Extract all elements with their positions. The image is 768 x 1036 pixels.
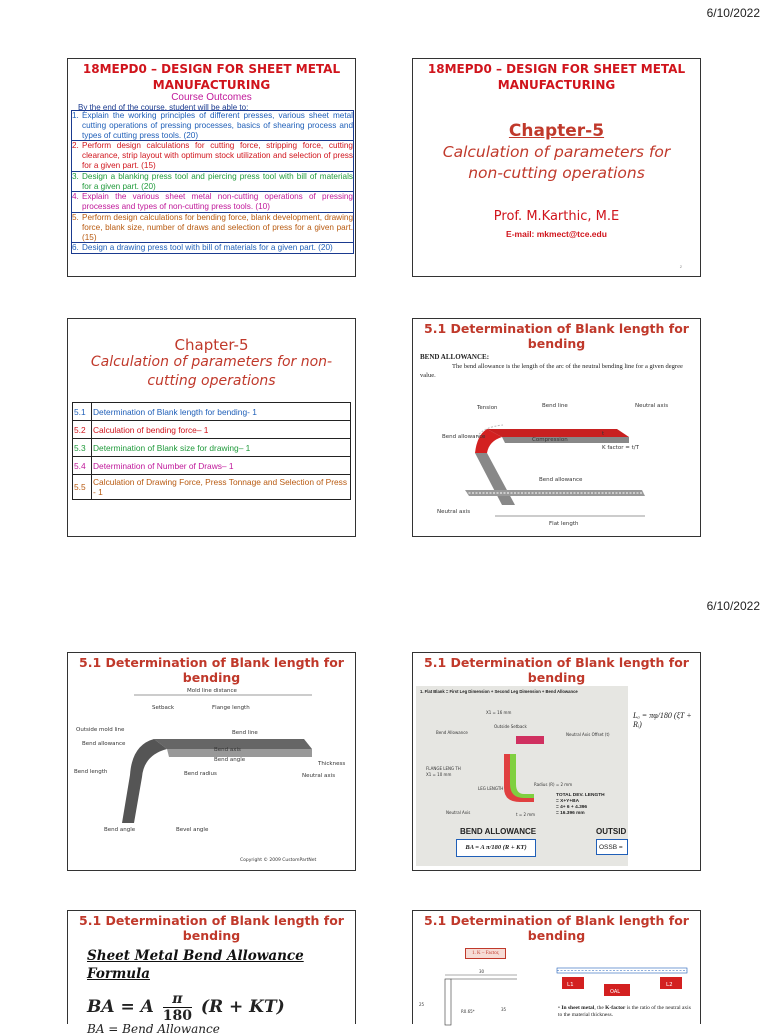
contents-table — [72, 402, 351, 500]
contents-row — [73, 457, 351, 475]
label-t2: t = 2 mm — [516, 812, 536, 817]
label-bend-line: Bend line — [542, 403, 568, 409]
contents-topic: Calculation of bending force– 1 — [92, 421, 351, 439]
chapter-subtitle: Calculation of parameters for non-cutting operations — [442, 143, 671, 182]
slide-title: 5.1 Determination of Blank length for bending — [424, 913, 689, 943]
formula-main — [87, 991, 285, 1024]
slide-title: 5.1 Determination of Blank length for bending — [79, 913, 344, 943]
label-bend-line: Bend line — [232, 730, 258, 736]
course-outcome-number: 5. — [72, 212, 79, 222]
label-neutral-offset: Neutral Axis Offset (t) — [566, 732, 610, 737]
slide-intro: By the end of the course, student will be able to: — [78, 103, 249, 112]
course-outcome-row — [71, 110, 354, 141]
slide-bend-terms — [67, 652, 356, 871]
bend-terminology-diagram — [72, 683, 352, 869]
label-neutral-axis-flat: Neutral axis — [437, 509, 471, 515]
formula-numerator: π — [163, 991, 192, 1008]
chapter-heading: Chapter-5 — [174, 336, 249, 354]
course-outcome-text: Perform design calculations for cutting force, stripping force, cutting clearance, strip layout with optimum stock utilization and selection of press for a given part. (15) — [82, 141, 353, 170]
label-r: R0.65* — [461, 1009, 475, 1014]
label-25: 25 — [419, 1002, 425, 1007]
course-outcome-row — [71, 172, 354, 193]
slide-title: 5.1 Determination of Blank length for bending — [79, 655, 344, 685]
label-bend-allowance: Bend Allowance — [436, 730, 468, 735]
page-date-top: 6/10/2022 — [706, 6, 760, 20]
author-email[interactable]: E-mail: mkmect@tce.edu — [506, 229, 607, 239]
label-oal: OAL — [610, 989, 621, 995]
course-outcome-number: 6. — [72, 243, 79, 253]
label-bend-angle: Bend angle — [214, 757, 246, 763]
label-flange-length: FLANGE LENG TH — [426, 766, 461, 771]
contents-row — [73, 439, 351, 457]
label-leg-length: LEG LENGTH — [478, 786, 504, 791]
slide-k-factor — [412, 910, 701, 1024]
total-line-2: = 4+ 6 + 4.396 — [556, 805, 588, 810]
label-setback: Setback — [152, 705, 175, 711]
course-outcome-text: Perform design calculations for bending force, blank development, drawing force, blank size, number of draws and selection of press for a given part. (15) — [82, 212, 353, 242]
label-dim-top: X1 = 16 mm — [486, 710, 512, 715]
label-t: t — [602, 431, 605, 437]
label-bend-allowance: Bend allowance — [442, 434, 486, 440]
label-outside-setback: Outside Setback — [494, 724, 527, 729]
label-l2: L2 — [666, 982, 673, 988]
bend-allowance-caption: BEND ALLOWANCE — [460, 827, 537, 836]
contents-number: 5.2 — [73, 421, 92, 439]
course-outcomes-list — [71, 110, 354, 254]
example-header: 1. Flat Blank = First Leg Dimension + Second Leg Dimension + Bend Allowance — [420, 689, 578, 694]
ossb-box: OSSB = — [596, 839, 628, 855]
formula-box: BA = A π/180 (R + KT) — [456, 839, 536, 857]
contents-topic: Determination of Blank size for drawing– 1 — [92, 439, 351, 457]
label-bend-radius: Bend radius — [184, 771, 217, 777]
slide-title: 18MEPD0 – DESIGN FOR SHEET METAL MANUFACTURING — [427, 62, 686, 92]
slide-contents — [67, 318, 356, 537]
label-x1: X1 = 10 mm — [426, 772, 452, 777]
label-mold-line: Mold line distance — [187, 688, 237, 694]
label-thickness: Thickness — [318, 761, 346, 767]
label-l1: L1 — [567, 982, 574, 988]
contents-topic: Calculation of Drawing Force, Press Tonnage and Selection of Press - 1 — [92, 475, 351, 500]
label-tension: Tension — [477, 405, 498, 411]
slide-bend-allowance-formula — [67, 910, 356, 1036]
formula-rhs: (R + KT) — [200, 997, 285, 1017]
total-length-block — [556, 793, 605, 817]
label-35: 35 — [501, 1007, 507, 1012]
page-date-bottom: 6/10/2022 — [706, 599, 760, 613]
slide-chapter-title — [412, 58, 701, 277]
label-bend-allowance-flat: Bend allowance — [539, 477, 583, 483]
copyright-text: Copyright © 2009 CustomPartNet — [240, 858, 317, 863]
bullet-mid: , the — [594, 1005, 606, 1011]
slide-title: 18MEPD0 – DESIGN FOR SHEET METAL MANUFACTURING — [82, 62, 341, 92]
label-k-factor: K factor = t/T — [602, 445, 639, 451]
contents-topic: Determination of Number of Draws– 1 — [92, 457, 351, 475]
label-outside-mold: Outside mold line — [76, 727, 125, 733]
label-flange: Flange length — [212, 705, 250, 711]
formula-partial: BA = Bend Allowance — [87, 1022, 220, 1036]
contents-row — [73, 475, 351, 500]
section-body: The bend allowance is the length of the arc of the neutral bending line for a given degree value. — [420, 363, 683, 379]
total-title: TOTAL DEV. LENGTH — [556, 793, 605, 798]
bullet-bold-1: In sheet metal — [561, 1005, 595, 1011]
course-outcome-text: Explain the various sheet metal non-cutting operations of pressing processes and types of non-cutting press tools. (10) — [82, 192, 353, 212]
formula-heading: Sheet Metal Bend Allowance Formula — [87, 948, 304, 982]
slide-title: 5.1 Determination of Blank length for bending — [424, 655, 689, 685]
course-outcome-number: 2. — [72, 141, 79, 151]
course-outcome-number: 4. — [72, 192, 79, 202]
bend-allowance-diagram — [417, 383, 697, 533]
slide-page-number: 2 — [679, 264, 682, 269]
section-heading: BEND ALLOWANCE: — [420, 353, 490, 361]
contents-number: 5.3 — [73, 439, 92, 457]
slide-bend-allowance — [412, 318, 701, 537]
formula-lhs: BA = A — [87, 997, 154, 1017]
course-outcome-number: 1. — [72, 111, 79, 120]
course-outcome-text: Explain the working principles of different presses, various sheet metal cutting operations of pressing processes, basics of shearing process and types of cutting press tools. (20) — [82, 111, 353, 140]
label-neutral-axis: Neutral axis — [302, 773, 336, 779]
label-compression: Compression — [532, 437, 568, 443]
course-outcome-row — [71, 213, 354, 243]
course-outcome-row — [71, 141, 354, 171]
label-radius: Radius (R) = 2 mm — [534, 782, 573, 787]
contents-number: 5.4 — [73, 457, 92, 475]
course-outcome-number: 3. — [72, 171, 79, 181]
course-outcome-text: Design a blanking press tool and piercing press tool with bill of materials for a given part. (20) — [82, 171, 353, 191]
outside-caption: OUTSID — [596, 827, 627, 836]
formula-right: Lₐ = πφ/180 (ξT + Rᵢ) — [633, 711, 692, 729]
k-factor-label-box: 1. K – Factor, — [465, 948, 506, 959]
label-bend-allowance: Bend allowance — [82, 741, 126, 747]
slide-flat-blank-example — [412, 652, 701, 871]
label-bend-axis: Bend axis — [214, 747, 241, 753]
course-outcome-row — [71, 243, 354, 254]
label-bevel-angle: Bevel angle — [176, 827, 209, 833]
label-bend-length: Bend length — [74, 769, 108, 775]
contents-row — [73, 421, 351, 439]
contents-topic: Determination of Blank length for bending- 1 — [92, 403, 351, 421]
formula-fraction — [163, 991, 192, 1024]
label-neutral-axis: Neutral Axis — [446, 810, 471, 815]
slide-title: 5.1 Determination of Blank length for bending — [424, 321, 689, 351]
total-line-1: = X+Y+BA — [556, 799, 580, 804]
slide-course-outcomes — [67, 58, 356, 277]
example-photo — [416, 686, 628, 866]
bullet-rest: is the ratio of the neutral axis to the material thickness. — [558, 1005, 691, 1018]
course-outcome-text: Design a drawing press tool with bill of materials for a given part. (20) — [82, 243, 333, 253]
label-flat-length: Flat length — [549, 521, 579, 527]
label-30: 30 — [479, 969, 485, 974]
formula-denominator: 180 — [162, 1008, 192, 1024]
label-neutral-axis: Neutral axis — [635, 403, 669, 409]
total-line-3: = 16.396 mm — [556, 811, 585, 816]
contents-number: 5.1 — [73, 403, 92, 421]
course-outcome-row — [71, 192, 354, 213]
label-bend-angle-2: Bend angle — [104, 827, 136, 833]
slide-subtitle: Course Outcomes — [171, 92, 252, 103]
contents-number: 5.5 — [73, 475, 92, 500]
chapter-heading: Chapter-5 — [508, 121, 605, 141]
bullet-bold-2: K-factor — [605, 1005, 626, 1011]
contents-row — [73, 403, 351, 421]
author-name: Prof. M.Karthic, M.E — [493, 209, 620, 224]
k-factor-bullet: • In sheet metal, the K-factor is the ratio of the neutral axis to the material thickness. — [558, 1005, 691, 1018]
chapter-subtitle: Calculation of parameters for non-cutting operations — [90, 354, 333, 389]
